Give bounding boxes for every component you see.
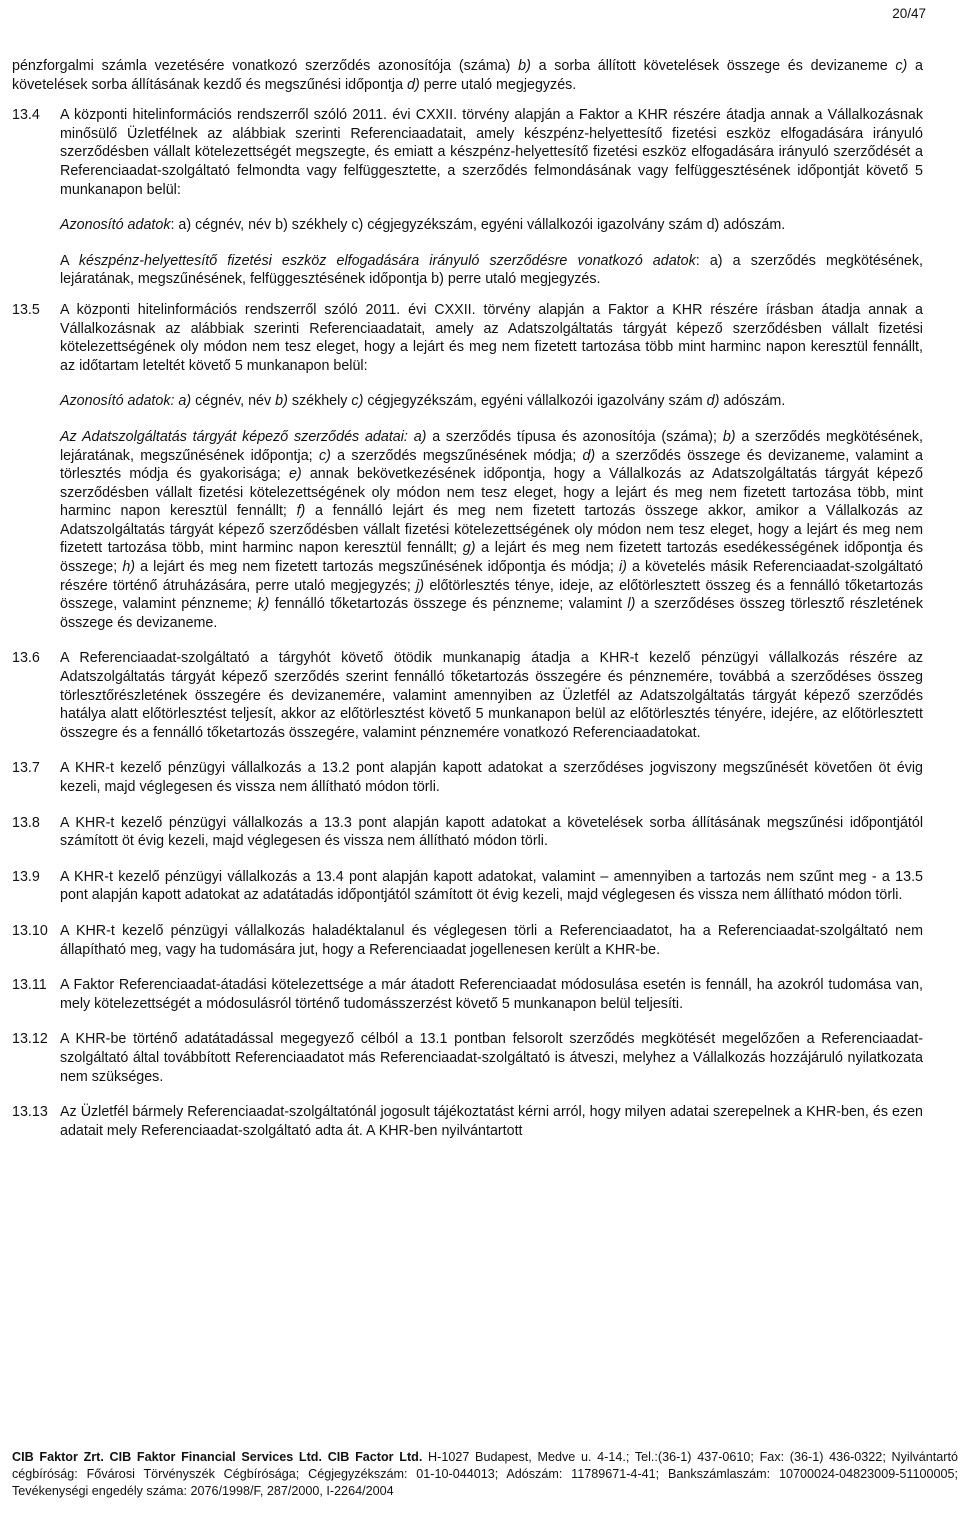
italic-run: c) [351,393,364,410]
italic-run: l) [627,596,636,613]
italic-run: Azonosító adatok [60,217,171,234]
text-run: pénzforgalmi számla vezetésére vonatkozó szerződés azonosítója (száma) [12,58,519,74]
italic-run: b) [275,393,288,410]
footer-text [12,1449,958,1499]
section-text [60,428,923,633]
section-number [12,392,60,411]
section-text [60,252,923,289]
text-run: a szerződés megkötésének, lejáratának, megszűnésének időpontja; [60,428,923,464]
section-number [12,428,60,633]
section-subparagraph [12,428,923,633]
section-number: 13.4 [12,107,40,124]
italic-run: i) [618,559,627,576]
italic-run: c) [895,58,908,74]
text-run: A központi hitelinformációs rendszerről szóló 2011. évi CXXII. törvény alapján a Faktor a KHR részére átadja annak a Vállalkozásnak minősülő Üzletfélnek az alábbiak szerinti Referenciaadatait, amely készpénz-helyettesítő fizetési eszköz elfogadására irányuló szerződésben vállalt kötelezettségét megszegte, és emiatt a készpénz-helyettesítő fizetési eszköz elfogadására irányuló szerződését a Referenciaadat-szolgáltató felmondta vagy felfüggesztette, a szerződés felmondásának vagy felfüggesztésének időpontját követő 5 munkanapon belül: [60,107,923,198]
text-run: cégjegyzékszám, egyéni vállalkozói igazolvány szám [363,393,707,410]
section-text [60,868,923,905]
section-number [12,216,60,235]
document-body [12,57,923,1140]
section-number: 13.8 [12,814,40,831]
section-13-10 [12,922,923,959]
text-run: előtörlesztés ténye, ideje, az előtörlesztett összeg és a fennálló tőketartozás összege, valamint pénzneme; [60,577,923,613]
italic-run: k) [257,596,270,613]
text-run: A KHR-t kezelő pénzügyi vállalkozás a 13.2 pont alapján kapott adatokat a szerződéses jogviszony megszűnését követően öt évig kezeli, majd véglegesen és vissza nem állítható módon törli. [60,760,923,795]
intro-paragraph [12,57,923,94]
italic-run: e) [288,466,302,483]
text-run: A [60,252,79,269]
italic-run: Az Adatszolgáltatás tárgyát képező szerződés adatai: a) [60,428,427,445]
section-text [60,216,923,235]
text-run: A központi hitelinformációs rendszerről szóló 2011. évi CXXII. törvény alapján a Faktor a KHR részére írásban átadja annak a Vállalkozásnak az alábbiak szerinti Referenciaadatait, amely az Adatszolgáltatás tárgyát képező szerződésben vállalt fizetési kötelezettségének oly módon nem tesz eleget, hogy a lejárt és meg nem fizetett tartozása több mint harminc napon keresztül fennállt, az időtartam leteltét követő 5 munkanapon belül: [60,301,923,374]
text-run: a követelés másik Referenciaadat-szolgáltató részére történő átruházására, perre utaló megjegyzés; [60,559,923,594]
section-number: 13.10 [12,922,48,939]
sections-list [12,106,923,1140]
section-text [60,759,923,796]
text-run: székhely [287,393,352,410]
text-run: perre utaló megjegyzés. [419,76,577,93]
italic-run: d) [706,393,720,410]
text-run: a követelések sorba állításának kezdő és megszűnési időpontja [12,58,923,93]
text-run: a fennálló lejárt és meg nem fizetett tartozás összege akkor, amikor a Vállalkozás az Adatszolgáltatás tárgyát képező szerződésben vállalt fizetési kötelezettségének oly módon nem tesz eleget, hogy a lejárt és meg nem fizetett tartozása több, mint harminc napon keresztül fennállt; [60,503,924,557]
section-number [12,252,60,289]
section-text [60,649,923,742]
section-text [60,976,923,1013]
text-run: a szerződés típusa és azonosítója (száma); [426,428,723,445]
section-number: 13.13 [12,1104,48,1121]
section-number: 13.12 [12,1031,48,1048]
italic-run: g) [462,540,476,557]
text-run: a szerződés összege és devizaneme, valamint a törlesztés módja és gyakorisága; [60,447,923,483]
text-run: a szerződéses összeg törlesztő részletének összege és devizaneme. [60,596,924,631]
text-run: A KHR-t kezelő pénzügyi vállalkozás a 13.4 pont alapján kapott adatokat, valamint – amennyiben a tartozás nem szűnt meg - a 13.5 pont alapján kapott adatokat az adatátadás időpontjától számított öt évig kezeli, majd véglegesen és vissza nem állítható módon törli. [60,868,923,904]
text-run: Az Üzletfél bármely Referenciaadat-szolgáltatónál jogosult tájékoztatást kérni arról, hogy milyen adatai szerepelnek a KHR-ben, és ezen adatait mely Referenciaadat-szolgáltató adta át. A KHR-ben nyilvántartott [60,1104,923,1139]
section-13-13 [12,1103,923,1140]
section-number: 13.6 [12,650,40,667]
text-run: : a) cégnév, név b) székhely c) cégjegyzékszám, egyéni vállalkozói igazolvány szám d) adószám. [170,217,786,234]
section-number: 13.11 [12,977,47,994]
section-13-7 [12,759,923,796]
section-13-4 [12,106,923,199]
text-run: fennálló tőketartozás összege és pénzneme; valamint [269,596,628,613]
text-run: a sorba állított követelések összege és devizaneme [530,58,896,74]
section-text [60,922,923,959]
section-text [60,106,923,199]
section-subparagraph [12,252,923,289]
section-text [60,1103,923,1140]
text-run: cégnév, név [191,393,276,410]
italic-run: Azonosító adatok: a) [60,393,192,410]
italic-run: d) [407,76,420,93]
text-run: a szerződés megszűnésének módja; [330,447,583,464]
italic-run: f) [296,503,306,520]
section-text [60,301,923,375]
section-text [60,392,923,411]
section-13-12 [12,1030,923,1086]
section-number: 13.7 [12,760,40,777]
section-13-9 [12,868,923,905]
section-number: 13.9 [12,868,40,885]
italic-run: b) [518,58,531,74]
text-run: a lejárt és meg nem fizetett tartozás esedékességének időpontja és összege; [60,540,923,576]
page-number: 20/47 [892,6,926,21]
section-subparagraph [12,392,923,411]
italic-run: d) [582,447,596,464]
italic-run: j) [416,577,425,594]
section-text [60,1030,923,1086]
section-number: 13.5 [12,301,40,318]
section-13-11 [12,976,923,1013]
text-run: A Faktor Referenciaadat-átadási kötelezettsége a már átadott Referenciaadat módosulása esetén is fennáll, ha azokról tudomása van, mely kötelezettségét a módosulásról történő tudomásszerzést követő 5 munkanapon belül teljesíti. [60,977,923,1012]
section-text [60,814,923,851]
text-run: A KHR-t kezelő pénzügyi vállalkozás haladéktalanul és véglegesen törli a Referenciaadatot, ha a Referenciaadat-szolgáltató nem állapítható meg, vagy ha tudomására jut, hogy a Referenciaadat jogellenesen került a KHR-be. [60,922,923,958]
text-run: : a) a szerződés megkötésének, lejáratának, megszűnésének, felfüggesztésének időpontja b) perre utaló megjegyzés. [60,252,923,288]
text-run: A KHR-be történő adatátadással megegyező célból a 13.1 pontban felsorolt szerződés megkötését megelőzően a Referenciaadat-szolgáltató által továbbított Referenciaadatot más Referenciaadat-szolgáltató is átveszi, melyhez a Vállalkozás hozzájáruló nyilatkozata nem szükséges. [60,1031,923,1085]
text-run: adószám. [719,393,786,410]
section-subparagraph [12,216,923,235]
section-13-6 [12,649,923,742]
section-13-8 [12,814,923,851]
bold-run: CIB Faktor Zrt. CIB Faktor Financial Services Ltd. CIB Factor Ltd. [12,1450,423,1464]
italic-run: b) [722,428,736,445]
italic-run: h) [122,559,136,576]
footer [12,1449,958,1499]
text-run: annak bekövetkezésének időpontja, hogy a Vállalkozás az Adatszolgáltatás tárgyát képező szerződésben vállalt fizetési kötelezettségének oly módon nem tesz eleget, hogy a lejárt és meg nem fizetett tartozása több, mint harminc napon keresztül fennállt; [60,466,924,520]
italic-run: c) [318,447,331,464]
text-run: H-1027 Budapest, Medve u. 4-14.; Tel.:(36-1) 437-0610; Fax: (36-1) 436-0322; Nyilvántartó cégbíróság: Fővárosi Törvényszék Cégbírósága; Cégjegyzékszám: 01-10-044013; Adószám: 11789671-4-41; Bankszámlaszám: 10700024-04823009-51100005; Tevékenységi engedély száma: 2076/1998/F, 287/2000, I-2264/2004 [12,1450,959,1498]
section-13-5 [12,301,923,375]
text-run: a lejárt és meg nem fizetett tartozás megszűnésének időpontja és módja; [135,559,619,576]
italic-run: készpénz-helyettesítő fizetési eszköz elfogadására irányuló szerződésre vonatkozó adatok [78,252,696,269]
text-run: A KHR-t kezelő pénzügyi vállalkozás a 13.3 pont alapján kapott adatokat a követelések sorba állításának megszűnési időpontjától számított öt évig kezeli, majd véglegesen és vissza nem állítható módon törli. [60,814,923,850]
text-run: A Referenciaadat-szolgáltató a tárgyhót követő ötödik munkanapig átadja a KHR-t kezelő pénzügyi vállalkozás részére az Adatszolgáltatás tárgyát képező szerződés szerint fennálló tőketartozás összegére és pénznemére, továbbá a szerződéses összeg törlesztőrészletének összegére és devizanemére, valamint amennyiben az Üzletfél az Adatszolgáltatás tárgyát képező szerződés hatálya alatt előtörlesztést teljesít, akkor az előtörlesztést követő 5 munkanapon belül az előtörlesztés tényére, idejére, az előtörlesztett összegre és a fennálló tőketartozás összegére, valamint pénznemére vonatkozó Referenciaadatokat. [60,650,923,741]
